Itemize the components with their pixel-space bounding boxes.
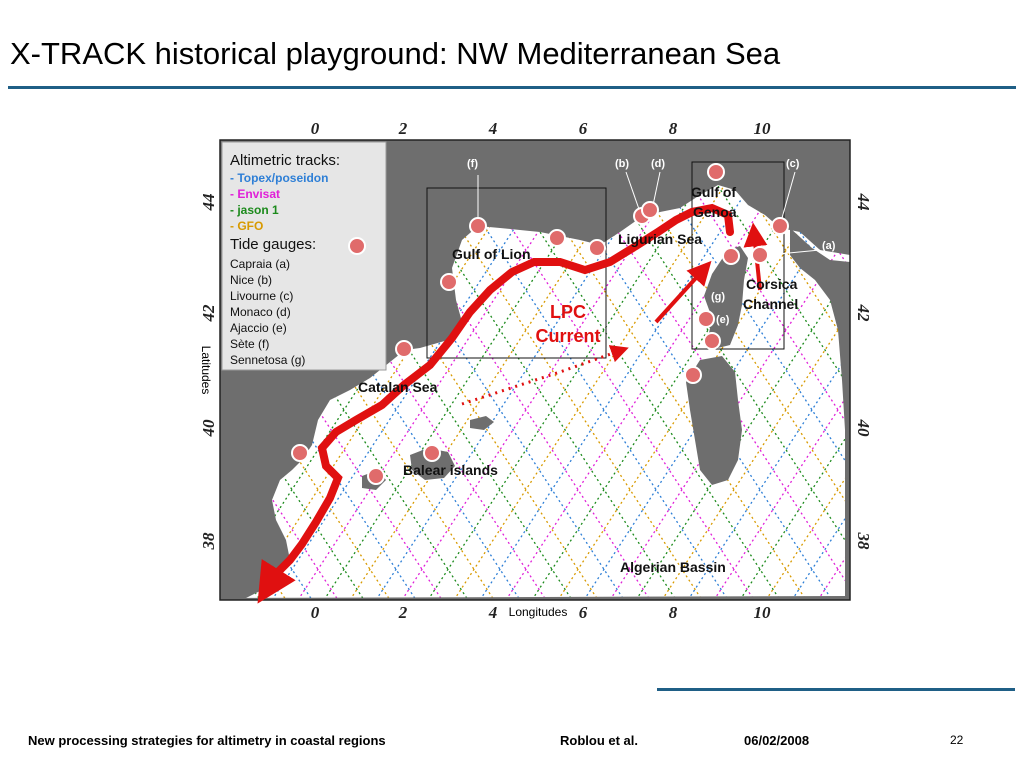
legend-gauge-item: Sennetosa (g) — [230, 353, 306, 367]
footer-date: 06/02/2008 — [744, 733, 810, 748]
label-gulf-of-genoa-2: Genoa — [693, 204, 737, 220]
gauge-label-c: (c) — [786, 158, 800, 170]
lat-tick-right: 42 — [854, 304, 873, 322]
lat-tick-left: 44 — [199, 193, 218, 211]
track-descending — [896, 140, 1024, 600]
lon-tick-bottom: 8 — [668, 603, 678, 622]
lat-tick-right: 44 — [854, 193, 873, 211]
legend-track-jason: - jason 1 — [230, 203, 279, 217]
slide-title: X-TRACK historical playground: NW Mediterranean Sea — [10, 36, 781, 71]
lon-tick-bottom: 0 — [310, 603, 320, 622]
footer-title: New processing strategies for altimetry in coastal regions — [28, 733, 386, 748]
axis-x-label: Longitudes — [508, 605, 568, 619]
legend-track-gfo: - GFO — [230, 219, 264, 233]
lon-tick-top: 6 — [578, 119, 588, 138]
legend-gauge-item: Livourne (c) — [230, 289, 294, 303]
map-legend — [222, 142, 386, 370]
label-catalan-sea: Catalan Sea — [358, 379, 438, 395]
tide-gauge-marker[interactable] — [470, 218, 486, 234]
tide-gauge-marker[interactable] — [549, 230, 565, 246]
tide-gauge-marker[interactable] — [368, 468, 384, 484]
gauge-label-d: (d) — [651, 158, 666, 170]
tide-gauge-marker[interactable] — [292, 445, 308, 461]
page-number: 22 — [950, 733, 964, 747]
lon-tick-bottom: 10 — [753, 603, 771, 622]
lon-tick-bottom: 6 — [578, 603, 588, 622]
tide-gauge-marker[interactable] — [396, 341, 412, 357]
lat-tick-right: 40 — [854, 419, 873, 437]
lpc-label-1: LPC — [550, 302, 586, 322]
legend-track-topex: - Topex/poseidon — [230, 171, 329, 185]
tide-gauge-marker[interactable] — [642, 202, 658, 218]
label-corsica-channel-1: Corsica — [746, 276, 798, 292]
lon-tick-bottom: 4 — [488, 603, 498, 622]
legend-gauge-item: Sète (f) — [230, 337, 270, 351]
gauge-label-b: (b) — [615, 158, 630, 170]
tide-gauge-marker[interactable] — [704, 333, 720, 349]
label-algerian-bassin: Algerian Bassin — [620, 559, 726, 575]
lon-tick-top: 8 — [668, 119, 678, 138]
track-ascending — [896, 140, 1024, 600]
tide-gauge-marker[interactable] — [441, 274, 457, 290]
gauge-label-a: (a) — [822, 240, 836, 252]
lpc-label-2: Current — [535, 326, 601, 346]
tide-gauge-marker[interactable] — [708, 164, 724, 180]
legend-tracks-title: Altimetric tracks: — [230, 152, 341, 169]
axis-y-label: Latitudes — [199, 345, 213, 395]
track-ascending — [870, 140, 1024, 600]
track-descending — [870, 140, 1024, 600]
legend-gauge-item: Ajaccio (e) — [230, 321, 287, 335]
lon-tick-top: 10 — [753, 119, 771, 138]
legend-track-envisat: - Envisat — [230, 187, 281, 201]
legend-gauge-item: Monaco (d) — [230, 305, 291, 319]
footer-divider — [657, 688, 1015, 691]
label-ligurian-sea: Ligurian Sea — [618, 231, 703, 247]
lat-tick-left: 40 — [199, 419, 218, 437]
gauge-label-g: (g) — [711, 291, 726, 303]
gauge-label-f: (f) — [467, 158, 478, 170]
lat-tick-right: 38 — [854, 532, 873, 550]
label-gulf-of-genoa-1: Gulf of — [691, 184, 737, 200]
label-gulf-of-lion: Gulf of Lion — [452, 246, 531, 262]
legend-gauges-title: Tide gauges: — [230, 236, 317, 253]
label-balear-islands: Balear islands — [403, 462, 498, 478]
tide-gauge-marker[interactable] — [589, 240, 605, 256]
tide-gauge-marker[interactable] — [772, 218, 788, 234]
lon-tick-bottom: 2 — [398, 603, 408, 622]
tide-gauge-marker[interactable] — [685, 367, 701, 383]
lon-tick-top: 0 — [310, 119, 320, 138]
lat-tick-left: 42 — [199, 304, 218, 322]
label-corsica-channel-2: Channel — [743, 296, 799, 312]
gauge-label-e: (e) — [716, 314, 730, 326]
lon-tick-top: 4 — [488, 119, 498, 138]
track-descending — [922, 140, 1024, 600]
tide-gauge-marker[interactable] — [424, 445, 440, 461]
legend-gauge-item: Nice (b) — [230, 273, 273, 287]
tide-gauge-marker[interactable] — [752, 247, 768, 263]
legend-gauge-item: Capraia (a) — [230, 257, 291, 271]
tide-gauge-marker[interactable] — [698, 311, 714, 327]
legend-gauge-symbol — [349, 238, 365, 254]
track-ascending — [922, 140, 1024, 600]
tide-gauge-marker[interactable] — [723, 248, 739, 264]
lon-tick-top: 2 — [398, 119, 408, 138]
lat-tick-left: 38 — [199, 532, 218, 550]
footer-author: Roblou et al. — [560, 733, 638, 748]
